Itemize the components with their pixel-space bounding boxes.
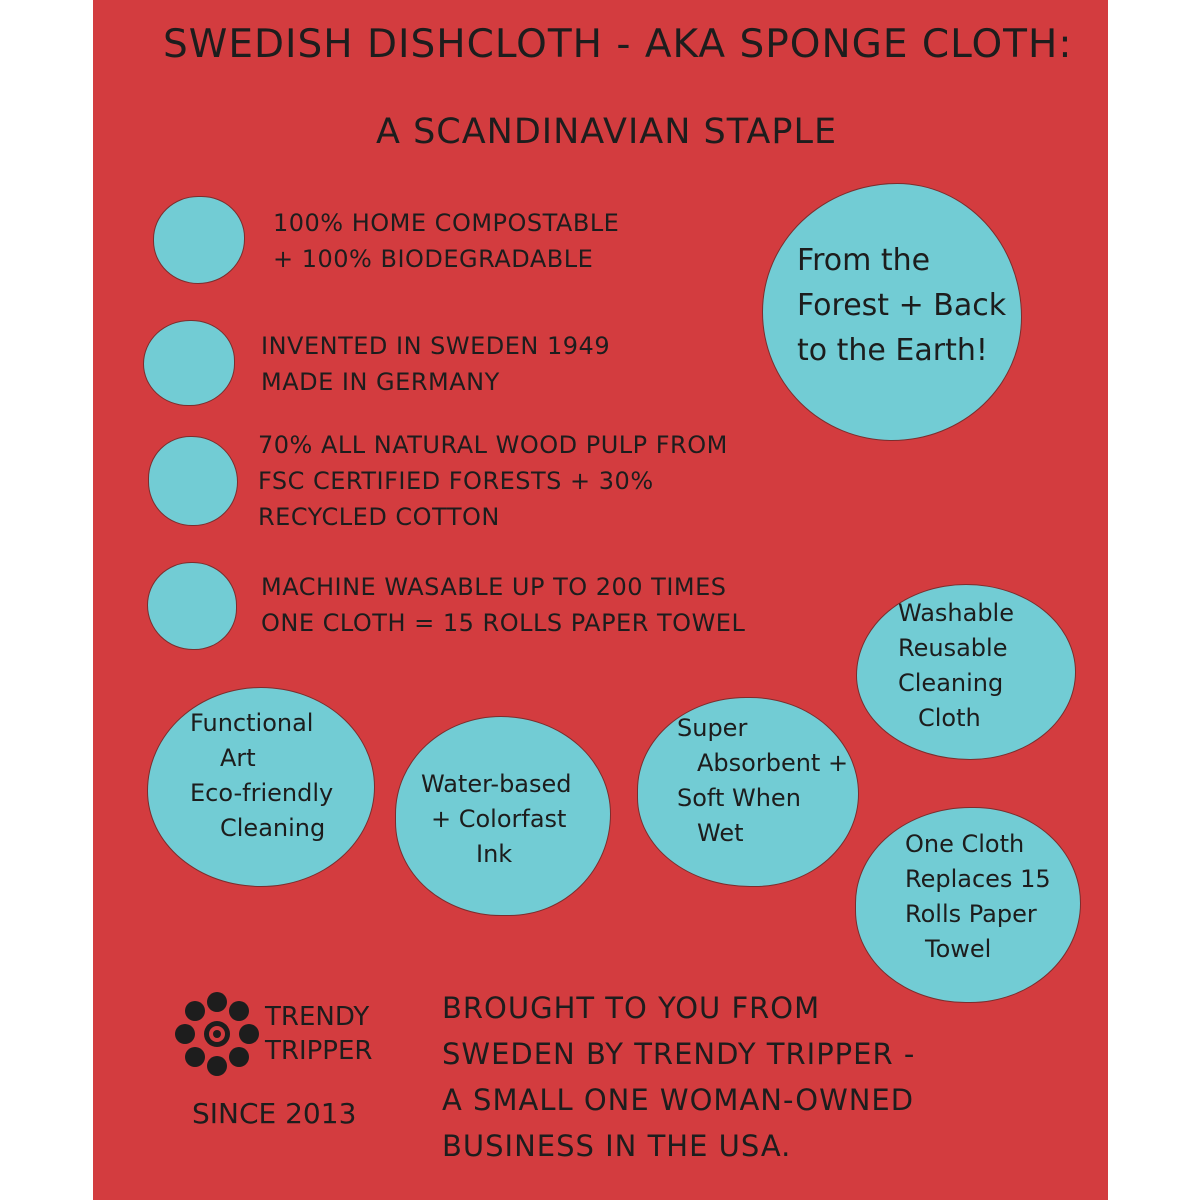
bubble-water-text [421,767,572,872]
bubble-absorbent-line-3: Soft When [677,784,801,812]
bubble-washable-line-1: Washable [898,599,1014,627]
bubble-one-cloth-line-3: Rolls Paper [905,900,1037,928]
bubble-water-line-2: + Colorfast [431,805,567,833]
feature-4-line-1: MACHINE WASABLE UP TO 200 TIMES [261,573,727,601]
bubble-functional-line-2: Art [220,744,256,772]
bubble-absorbent-line-4: Wet [697,819,744,847]
bubble-washable-line-2: Reusable [898,634,1008,662]
bubble-forest-line-3: to the Earth! [797,333,988,368]
bubble-washable-line-3: Cleaning [898,669,1004,697]
poster [93,0,1108,1200]
bubble-functional-text [190,706,333,846]
bubble-forest-line-1: From the [797,243,931,278]
feature-dot-4 [147,562,237,650]
bubble-absorbent-line-2: Absorbent + [697,749,849,777]
flower-logo-icon [172,989,262,1079]
bubble-water-line-3: Ink [476,840,513,868]
bubble-forest-text [797,238,1006,373]
feature-1-line-2: + 100% BIODEGRADABLE [273,245,594,273]
footer-line-4: BUSINESS IN THE USA. [442,1129,792,1163]
feature-2-line-1: INVENTED IN SWEDEN 1949 [261,332,611,360]
bubble-one-cloth-text [905,827,1051,967]
bubble-washable-text [898,596,1014,736]
feature-3-line-1: 70% ALL NATURAL WOOD PULP FROM [258,431,728,459]
bubble-absorbent-text [677,711,848,851]
brand-name-line-2: TRIPPER [265,1036,373,1066]
footer-line-1: BROUGHT TO YOU FROM [442,991,821,1025]
bubble-washable-line-4: Cloth [918,704,981,732]
bubble-one-cloth-line-2: Replaces 15 [905,865,1051,893]
feature-1-line-1: 100% HOME COMPOSTABLE [273,209,620,237]
footer-line-3: A SMALL ONE WOMAN-OWNED [442,1083,915,1117]
feature-text-4 [261,569,745,641]
bubble-absorbent-line-1: Super [677,714,748,742]
feature-4-line-2: ONE CLOTH = 15 ROLLS PAPER TOWEL [261,609,746,637]
bubble-forest-line-2: Forest + Back [797,288,1007,323]
feature-3-line-3: RECYCLED COTTON [258,503,500,531]
feature-dot-2 [143,320,235,406]
brand-name-line-1: TRENDY [265,1002,370,1032]
feature-text-1 [273,205,619,277]
bubble-one-cloth-line-1: One Cloth [905,830,1025,858]
feature-text-2 [261,328,610,400]
feature-text-3 [258,427,728,535]
bubble-functional-line-1: Functional [190,709,314,737]
feature-3-line-2: FSC CERTIFIED FORESTS + 30% [258,467,654,495]
footer-line-2: SWEDEN BY TRENDY TRIPPER - [442,1037,916,1071]
brand-name [265,1000,372,1068]
title-line-1: SWEDISH DISHCLOTH - AKA SPONGE CLOTH: [163,22,1073,67]
feature-dot-3 [148,436,238,526]
feature-dot-1 [153,196,245,284]
feature-2-line-2: MADE IN GERMANY [261,368,500,396]
bubble-one-cloth-line-4: Towel [925,935,992,963]
bubble-water-line-1: Water-based [421,770,572,798]
title-line-2: A SCANDINAVIAN STAPLE [376,112,838,152]
bubble-functional-line-4: Cleaning [220,814,326,842]
footer-message [442,985,915,1169]
bubble-functional-line-3: Eco-friendly [190,779,334,807]
brand-since: SINCE 2013 [192,1097,357,1130]
